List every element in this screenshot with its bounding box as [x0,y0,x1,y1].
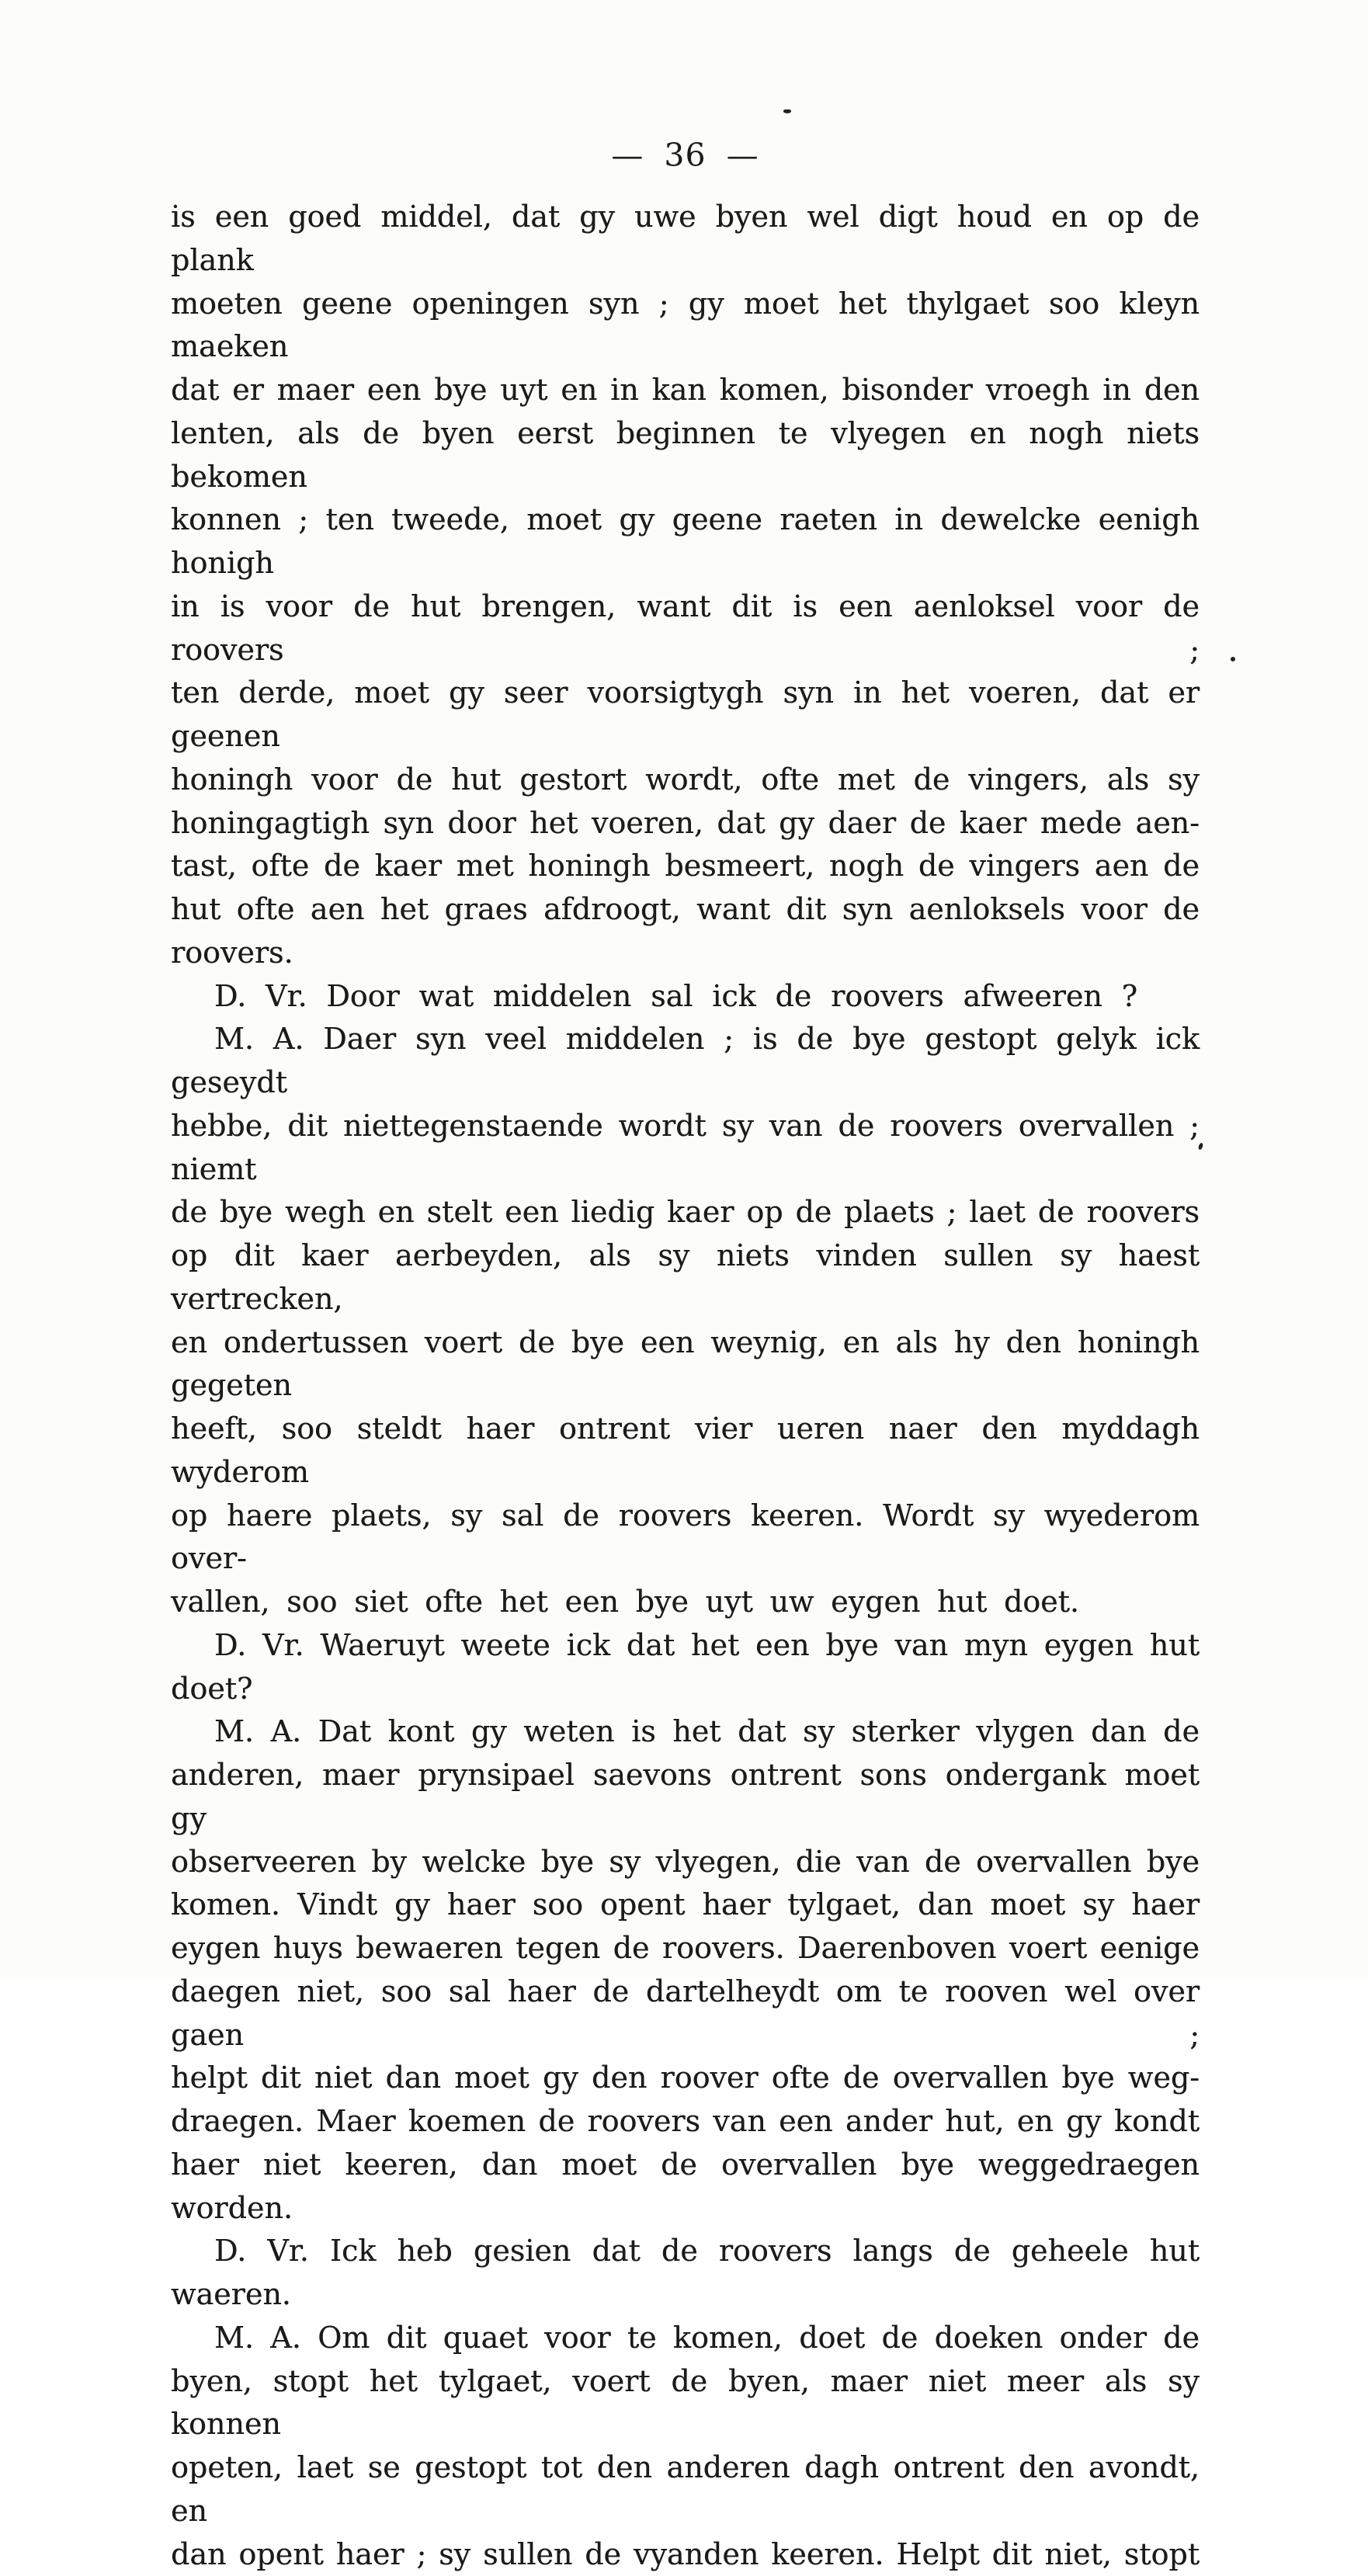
text-line-18: en ondertussen voert de bye een weynig, en als hy den honingh gegeten [171,1321,1200,1408]
text-line-19: heeft, soo steldt haer ontrent vier ueren naer den myddagh wyderom [171,1408,1200,1495]
text-line-24: M. A. Dat kont gy weten is het dat sy sterker vlygen dan de [171,1710,1200,1754]
text-line-23: doet? [171,1668,1200,1711]
text-line-27: komen. Vindt gy haer soo opent haer tylgaet, dan moet sy haer [171,1883,1200,1927]
text-line-14: M. A. Daer syn veel middelen ; is de bye gestopt gelyk ick geseydt [171,1018,1200,1105]
text-line-2: moeten geene openingen syn ; gy moet het thylgaet soo kleyn maeken [171,283,1200,370]
page-number-dash-right: — [727,137,759,174]
text-line-5: konnen ; ten tweede, moet gy geene raeten in dewelcke eenigh honigh [171,498,1200,585]
page-number [171,137,1200,174]
text-line-36: opeten, laet se gestopt tot den anderen dagh ontrent den avondt, en [171,2446,1200,2533]
text-line-29: daegen niet, soo sal haer de dartelheydt om te rooven wel over gaen ; [171,1970,1200,2057]
text-line-21: vallen, soo siet ofte het een bye uyt uw eygen hut doet. [171,1581,1079,1624]
text-line-10: tast, ofte de kaer met honingh besmeert, nogh de vingers aen de [171,845,1200,888]
text-line-9: honingagtigh syn door het voeren, dat gy daer de kaer mede aen- [171,802,1200,845]
page-text [171,196,1200,2576]
text-line-15: hebbe, dit niettegenstaende wordt sy van de roovers overvallen ; niemt [171,1105,1200,1192]
text-line-25: anderen, maer prynsipael saevons ontrent sons ondergank moet gy [171,1754,1200,1841]
text-line-8: honingh voor de hut gestort wordt, ofte met de vingers, als sy [171,759,1200,802]
page-number-value: 36 [664,137,706,174]
text-line-3: dat er maer een bye uyt en in kan komen, bisonder vroegh in den [171,369,1200,412]
text-line-11: hut ofte aen het graes afdroogt, want dit syn aenloksels voor de [171,888,1200,932]
text-line-32: haer niet keeren, dan moet de overvallen bye weggedraegen worden. [171,2144,1200,2231]
text-line-37: dan opent haer ; sy sullen de vyanden keeren. Helpt dit niet, stopt [171,2533,1200,2576]
text-line-1: is een goed middel, dat gy uwe byen wel digt houd en op de plank [171,196,1200,283]
text-line-13: D. Vr. Door wat middelen sal ick de roovers afweeren ? [171,975,1137,1019]
text-line-16: de bye wegh en stelt een liedig kaer op de plaets ; laet de roovers [171,1191,1200,1234]
ink-speck [1231,657,1235,661]
ink-speck [783,109,791,113]
text-line-20: op haere plaets, sy sal de roovers keeren. Wordt sy wyederom over- [171,1495,1200,1581]
text-line-33: D. Vr. Ick heb gesien dat de roovers langs de geheele hut waeren. [171,2230,1200,2317]
text-line-30: helpt dit niet dan moet gy den roover ofte de overvallen bye weg- [171,2057,1200,2100]
text-line-28: eygen huys bewaeren tegen de roovers. Daerenboven voert eenige [171,1927,1200,1970]
page-number-dash-left: — [611,137,644,174]
text-line-4: lenten, als de byen eerst beginnen te vlyegen en nogh niets bekomen [171,412,1200,499]
text-line-34: M. A. Om dit quaet voor te komen, doet de doeken onder de [171,2317,1200,2360]
text-line-35: byen, stopt het tylgaet, voert de byen, maer niet meer als sy konnen [171,2360,1200,2447]
text-line-12: roovers. [171,932,1200,975]
text-line-6: in is voor de hut brengen, want dit is een aenloksel voor de roovers ; [171,585,1200,672]
text-line-7: ten derde, moet gy seer voorsigtygh syn in het voeren, dat er geenen [171,672,1200,759]
text-line-22: D. Vr. Waeruyt weete ick dat het een bye van myn eygen hut [171,1624,1200,1668]
text-line-31: draegen. Maer koemen de roovers van een ander hut, en gy kondt [171,2100,1200,2144]
text-line-26: observeeren by welcke bye sy vlyegen, die van de overvallen bye [171,1841,1200,1884]
text-line-17: op dit kaer aerbeyden, als sy niets vinden sullen sy haest vertrecken, [171,1234,1200,1321]
